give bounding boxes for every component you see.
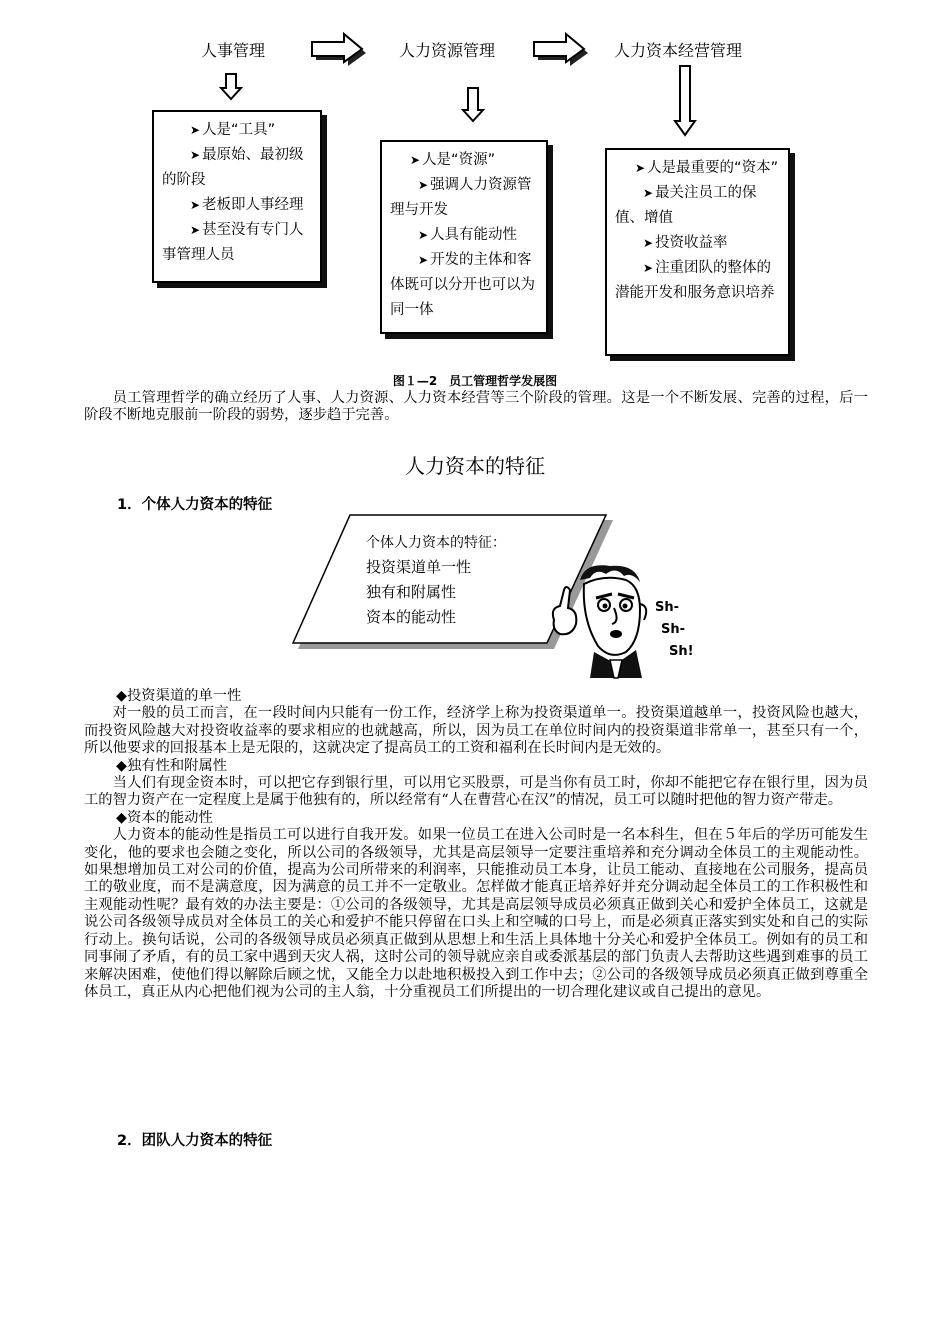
list-item: ➤ 人是“工具” (190, 122, 276, 138)
feature-title: ◆资本的能动性 (116, 809, 213, 826)
stage-box-hr (380, 140, 548, 334)
list-item: 独有和附属性 (366, 583, 457, 601)
stage-label-personnel: 人事管理 (201, 41, 266, 60)
arrow-bullet-icon: ➤ (190, 148, 201, 162)
list-item: ➤ 注重团队的整体的潜能开发和服务意识培养 (615, 260, 775, 301)
feature-title: ◆独有性和附属性 (116, 757, 228, 774)
section-title: 人力资本的特征 (405, 454, 545, 478)
arrow-bullet-icon: ➤ (418, 253, 429, 267)
down-arrow-icon (461, 86, 485, 124)
cartoon-speech-line: Sh- (655, 600, 680, 615)
right-arrow-icon (530, 32, 594, 66)
down-arrow-icon (219, 72, 243, 102)
feature-paragraph: 对一般的员工而言，在一段时间内只能有一份工作，经济学上称为投资渠道单一。投资渠道越单一，投资风险也越大，而投资风险越大对投资收益率的要求相应的也就越高，所以，因为员工在单位时间内的投资渠道非常单一，甚至只有一个，所以他要求的回报基本上是无限的，这就决定了提高员工的工资和福利在长时间内是无效的。 (84, 705, 868, 757)
list-item: ➤ 最关注员工的保值、增值 (615, 185, 757, 226)
list-item: ➤ 人是“资源” (410, 152, 496, 168)
list-item: ➤ 甚至没有专门人事管理人员 (162, 222, 304, 263)
feature-box-list (366, 555, 471, 630)
stage-label-human-capital: 人力资本经营管理 (614, 41, 743, 60)
list-item: ➤ 投资收益率 (643, 235, 728, 251)
arrow-bullet-icon: ➤ (418, 228, 429, 242)
arrow-bullet-icon: ➤ (190, 198, 201, 212)
list-item: 投资渠道单一性 (366, 558, 472, 576)
arrow-bullet-icon: ➤ (418, 178, 429, 192)
feature-paragraph: 人力资本的能动性是指员工可以进行自我开发。如果一位员工在进入公司时是一名本科生，但在５年后的学历可能发生变化，他的要求也会随之变化，所以公司的各级领导，尤其是高层领导一定要注重培养和充分调动全体员工的主观能动性。如果想增加员工对公司的价值，提高为公司所带来的利润率，只能推动员工本身，让员工能动、直接地在公司服务，提高员工的敬业度，而不是满意度，因为满意的员工并不一定敬业。怎样做才能真正培养好并充分调动起全体员工的工作积极性和主观能动性呢？最有效的办法主要是：①公司的各级领导，尤其是高层领导成员必须真正做到关心和爱护全体员工，这就是说公司各级领导成员对全体员工的关心和爱护不能只停留在口头上和空喊的口号上，而是必须真正落实到实处和自己的实际行动上。换句话说，公司的各级领导成员必须真正做到从思想上和生活上具体地十分关心和爱护全体员工。例如有的员工和同事闹了矛盾，有的员工家中遇到天灾人祸，这时公司的领导就应亲自或委派基层的部门负责人去帮助这些遇到难事的员工来解决困难，使他们得以解除后顾之忧，又能全力以赴地积极投入到工作中去；②公司的各级领导成员必须真正做到尊重全体员工，真正从内心把他们视为公司的主人翁，十分重视员工们所提出的一切合理化建议或自己提出的意见。 (84, 827, 868, 1000)
list-item: 资本的能动性 (366, 608, 457, 626)
subsection-title: 1．个体人力资本的特征 (117, 497, 273, 513)
list-item: ➤ 人具有能动性 (418, 227, 518, 243)
list-item: ➤ 开发的主体和客体既可以分开也可以为同一体 (390, 252, 535, 318)
stage-box-personnel (152, 110, 322, 283)
arrow-bullet-icon: ➤ (635, 161, 646, 175)
arrow-bullet-icon: ➤ (190, 223, 201, 237)
cartoon-speech-line: Sh! (669, 644, 694, 659)
list-item: ➤ 强调人力资源管理与开发 (390, 177, 532, 218)
stage-box-human-capital (605, 148, 790, 356)
feature-box-heading: 个体人力资本的特征： (366, 535, 506, 551)
list-item: ➤ 老板即人事经理 (190, 197, 304, 213)
arrow-bullet-icon: ➤ (190, 123, 201, 137)
intro-paragraph: 员工管理哲学的确立经历了人事、人力资源、人力资本经营等三个阶段的管理。这是一个不断发展、完善的过程，后一阶段不断地克服前一阶段的弱势，逐步趋于完善。 (84, 390, 868, 424)
arrow-bullet-icon: ➤ (643, 261, 654, 275)
figure-caption: 图１—2 员工管理哲学发展图 (392, 374, 558, 388)
arrow-bullet-icon: ➤ (643, 186, 654, 200)
arrow-bullet-icon: ➤ (643, 236, 654, 250)
list-item: ➤ 最原始、最初级的阶段 (162, 147, 304, 188)
cartoon-speech-line: Sh- (661, 622, 686, 637)
feature-paragraph: 当人们有现金资本时，可以把它存到银行里，可以用它买股票，可是当你有员工时，你却不能把它存在银行里，因为员工的智力资产在一定程度上是属于他独有的，所以经常有“人在曹营心在汉”的情况，员工可以随时把他的智力资产带走。 (84, 775, 868, 809)
subsection-title: 2．团队人力资本的特征 (117, 1133, 273, 1149)
right-arrow-icon (308, 32, 372, 66)
down-arrow-icon (673, 64, 697, 138)
features-section (84, 688, 868, 1001)
arrow-bullet-icon: ➤ (410, 153, 421, 167)
list-item: ➤ 人是最重要的“资本” (635, 160, 779, 176)
stage-label-hr: 人力资源管理 (399, 41, 496, 60)
cartoon-speech (655, 597, 694, 663)
feature-title: ◆投资渠道的单一性 (116, 688, 242, 704)
